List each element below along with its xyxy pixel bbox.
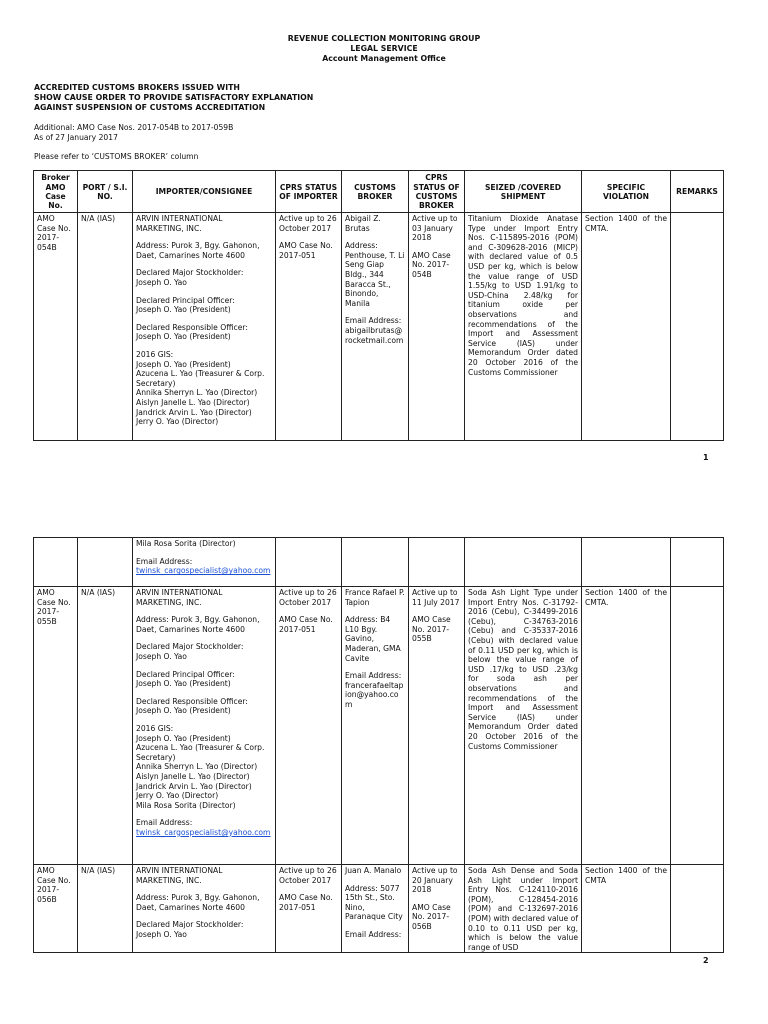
table-row <box>34 587 724 865</box>
broker-name: Juan A. Manalo <box>345 866 402 875</box>
email-label: Email Address: <box>136 556 193 566</box>
page-header <box>0 34 768 64</box>
title-line-1: ACCREDITED CUSTOMS BROKERS ISSUED WITH <box>34 83 240 92</box>
as-of-date: As of 27 January 2017 <box>34 133 118 142</box>
header-line-1: REVENUE COLLECTION MONITORING GROUP <box>287 34 481 43</box>
col-header-case: Broker AMO Case No. <box>34 171 78 213</box>
responsible: Joseph O. Yao (President) <box>136 332 231 342</box>
col-header-violation: SPECIFIC VIOLATION <box>582 171 671 213</box>
gis-entry: Joseph O. Yao (President) <box>136 733 231 743</box>
case-number: AMO Case No. 2017-054B <box>34 213 78 441</box>
additional-cases: Additional: AMO Case Nos. 2017-054B to 2017-059B <box>34 123 234 132</box>
importer-status: Active up to 26 October 2017 <box>279 214 337 233</box>
page-number: 1 <box>703 453 709 462</box>
meta-block <box>34 123 233 143</box>
gis-entry: Aislyn Janelle L. Yao (Director) <box>136 397 250 407</box>
broker-cell <box>342 865 409 953</box>
broker-cell <box>342 587 409 865</box>
broker-email-label: Email Address: <box>345 316 402 326</box>
case-number: AMO Case No. 2017-055B <box>34 587 78 865</box>
page-number: 2 <box>703 956 709 965</box>
importer-status-cell <box>276 865 342 953</box>
broker-cell <box>342 213 409 441</box>
gis-entry: Jerry O. Yao (Director) <box>136 791 219 801</box>
col-header-importer-status: CPRS STATUS OF IMPORTER <box>276 171 342 213</box>
responsible-label: Declared Responsible Officer: <box>136 696 248 706</box>
gis-entry: Azucena L. Yao (Treasurer & Corp. Secretary) <box>136 743 265 762</box>
importer-name: ARVIN INTERNATIONAL MARKETING, INC. <box>136 866 223 885</box>
importer-cell-continued <box>133 538 276 587</box>
stockholder-label: Declared Major Stockholder: <box>136 268 244 278</box>
principal: Joseph O. Yao (President) <box>136 305 231 315</box>
importer-name: ARVIN INTERNATIONAL MARKETING, INC. <box>136 588 223 607</box>
importer-case: AMO Case No. 2017-051 <box>279 615 333 634</box>
stockholder: Joseph O. Yao <box>136 277 187 287</box>
gis-entry: Annika Sherryn L. Yao (Director) <box>136 388 258 398</box>
broker-name: Abigail Z. Brutas <box>345 214 381 233</box>
stockholder: Joseph O. Yao <box>136 929 187 939</box>
shipment: Soda Ash Dense and Soda Ash Light under Import Entry Nos. C-124110-2016 (POM), C-128454-2016 (POM) and C-132697-2016 (POM) with declared value of 0.10 to 0.11 USD per kg, which is below the value range of USD <box>465 865 582 953</box>
broker-status-cell <box>409 587 465 865</box>
title-line-3: AGAINST SUSPENSION OF CUSTOMS ACCREDITATION <box>34 103 266 112</box>
gis-entry: Jerry O. Yao (Director) <box>136 417 219 427</box>
col-header-broker: CUSTOMS BROKER <box>342 171 409 213</box>
broker-case: AMO Case No. 2017-055B <box>412 615 451 644</box>
gis-entry: Joseph O. Yao (President) <box>136 359 231 369</box>
importer-status: Active up to 26 October 2017 <box>279 866 337 885</box>
shipment: Soda Ash Light Type under Import Entry Nos. C-31792-2016 (Cebu), C-34499-2016 (Cebu), C-34763-2016 (Cebu) and C-35337-2016 (Cebu) with declared value of 0.11 USD per kg, which is below the value range of USD .17/kg to USD .23/kg for soda ash per observations and recommendations of the Import and Assessment Service (IAS) under Memorandum Order dated 20 October 2016 of the Customs Commissioner <box>465 587 582 865</box>
port: N/A (IAS) <box>78 587 133 865</box>
violation: Section 1400 of the CMTA. <box>582 587 671 865</box>
gis-label: 2016 GIS: <box>136 723 174 733</box>
brokers-table-page-1 <box>33 170 724 441</box>
stockholder: Joseph O. Yao <box>136 651 187 661</box>
gis-entry: Jandrick Arvin L. Yao (Director) <box>136 407 252 417</box>
broker-address: Address: Penthouse, T. Li Seng Giap Bldg., 344 Baracca St., Binondo, Manila <box>345 241 405 308</box>
stockholder-label: Declared Major Stockholder: <box>136 642 244 652</box>
table-header-row <box>34 171 724 213</box>
importer-address: Address: Purok 3, Bgy. Gahonon, Daet, Camarines Norte 4600 <box>136 893 260 912</box>
broker-case: AMO Case No. 2017-054B <box>412 250 451 279</box>
violation: Section 1400 of the CMTA <box>582 865 671 953</box>
remarks <box>671 213 724 441</box>
header-line-2: LEGAL SERVICE <box>350 44 418 53</box>
table-row-continuation <box>34 538 724 587</box>
principal: Joseph O. Yao (President) <box>136 679 231 689</box>
importer-case: AMO Case No. 2017-051 <box>279 241 333 260</box>
broker-email: francerafaeltapion@yahoo.com <box>345 680 404 709</box>
broker-address: Address: 5077 15th St., Sto. Nino, Paranaque City <box>345 883 403 922</box>
broker-email-label: Email Address: <box>345 929 402 939</box>
gis-entry: Annika Sherryn L. Yao (Director) <box>136 762 258 772</box>
case-number: AMO Case No. 2017-056B <box>34 865 78 953</box>
broker-status-cell <box>409 865 465 953</box>
principal-label: Declared Principal Officer: <box>136 669 235 679</box>
importer-email-link[interactable]: twinsk_cargospecialist@yahoo.com <box>136 566 271 576</box>
gis-entry: Jandrick Arvin L. Yao (Director) <box>136 781 252 791</box>
gis-entry: Aislyn Janelle L. Yao (Director) <box>136 771 250 781</box>
broker-status: Active up to 11 July 2017 <box>412 588 460 607</box>
gis-entry: Azucena L. Yao (Treasurer & Corp. Secretary) <box>136 369 265 388</box>
document-title <box>34 83 313 113</box>
header-line-3: Account Management Office <box>322 54 446 63</box>
refer-note: Please refer to ‘CUSTOMS BROKER’ column <box>34 152 199 161</box>
broker-status: Active up to 03 January 2018 <box>412 214 458 243</box>
title-line-2: SHOW CAUSE ORDER TO PROVIDE SATISFACTORY EXPLANATION <box>34 93 314 102</box>
importer-status-cell <box>276 213 342 441</box>
brokers-table-page-2 <box>33 537 724 953</box>
port: N/A (IAS) <box>78 865 133 953</box>
principal-label: Declared Principal Officer: <box>136 295 235 305</box>
importer-status-cell <box>276 587 342 865</box>
importer-case: AMO Case No. 2017-051 <box>279 893 333 912</box>
broker-case: AMO Case No. 2017-056B <box>412 902 451 931</box>
importer-cell <box>133 587 276 865</box>
col-header-remarks: REMARKS <box>671 171 724 213</box>
email-label: Email Address: <box>136 818 193 828</box>
table-row <box>34 865 724 953</box>
gis-label: 2016 GIS: <box>136 349 174 359</box>
importer-cell <box>133 213 276 441</box>
responsible-label: Declared Responsible Officer: <box>136 322 248 332</box>
remarks <box>671 587 724 865</box>
importer-address: Address: Purok 3, Bgy. Gahonon, Daet, Camarines Norte 4600 <box>136 615 260 634</box>
shipment: Titanium Dioxide Anatase Type under Import Entry Nos. C-115895-2016 (POM) and C-309628-2016 (MICP) with declared value of 0.5 USD per kg, which is below the value range of USD 1.55/kg to USD 1.91/kg to USD-China 2.48/kg for titanium oxide per observations and recommendations of the Import and Assessment Service (IAS) under Memorandum Order dated 20 October 2016 of the Customs Commissioner <box>465 213 582 441</box>
broker-email-label: Email Address: <box>345 671 402 681</box>
broker-status-cell <box>409 213 465 441</box>
remarks <box>671 865 724 953</box>
violation: Section 1400 of the CMTA. <box>582 213 671 441</box>
broker-name: France Rafael P. Tapion <box>345 588 405 607</box>
col-header-importer: IMPORTER/CONSIGNEE <box>133 171 276 213</box>
gis-entry: Mila Rosa Sorita (Director) <box>136 800 236 810</box>
port: N/A (IAS) <box>78 213 133 441</box>
col-header-port: PORT / S.I. NO. <box>78 171 133 213</box>
importer-email-link[interactable]: twinsk_cargospecialist@yahoo.com <box>136 827 271 837</box>
col-header-shipment: SEIZED /COVERED SHIPMENT <box>465 171 582 213</box>
table-row <box>34 213 724 441</box>
importer-status: Active up to 26 October 2017 <box>279 588 337 607</box>
responsible: Joseph O. Yao (President) <box>136 706 231 716</box>
broker-status: Active up to 20 January 2018 <box>412 866 458 895</box>
broker-address: Address: B4 L10 Bgy. Gavino, Maderan, GMA Cavite <box>345 615 401 663</box>
col-header-broker-status: CPRS STATUS OF CUSTOMS BROKER <box>409 171 465 213</box>
importer-address: Address: Purok 3, Bgy. Gahonon, Daet, Camarines Norte 4600 <box>136 241 260 260</box>
gis-entry: Mila Rosa Sorita (Director) <box>136 539 236 548</box>
importer-cell <box>133 865 276 953</box>
broker-email: abigailbrutas@rocketmail.com <box>345 325 404 345</box>
importer-name: ARVIN INTERNATIONAL MARKETING, INC. <box>136 214 223 233</box>
stockholder-label: Declared Major Stockholder: <box>136 920 244 930</box>
